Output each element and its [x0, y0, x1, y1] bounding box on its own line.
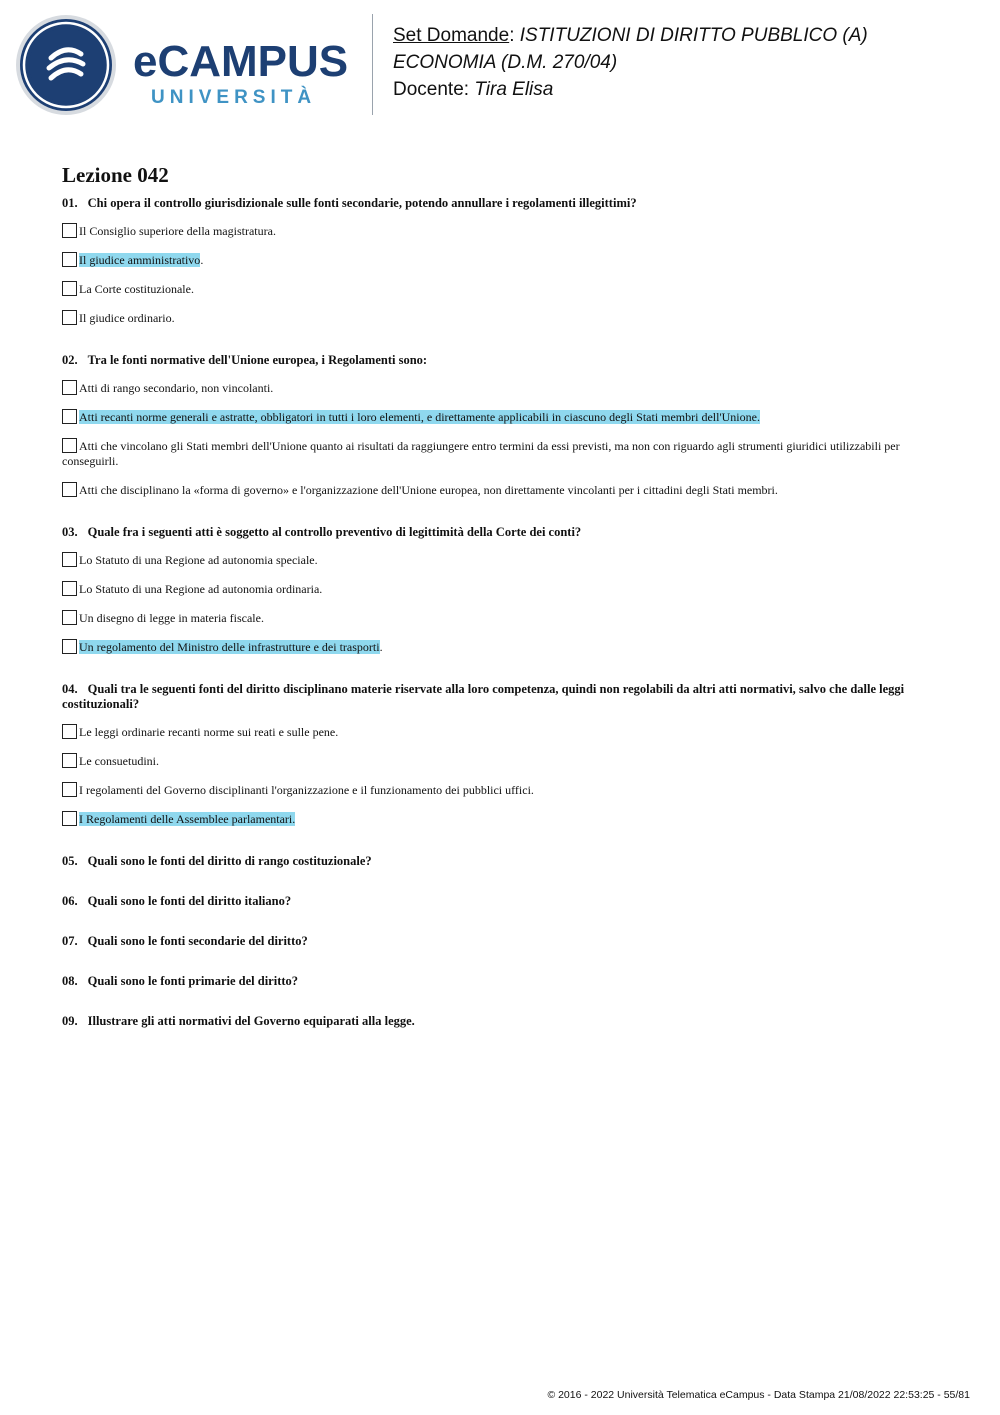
- open-question-block: [62, 1014, 942, 1029]
- question-number: 08.: [62, 974, 78, 988]
- answer-option: [62, 281, 942, 297]
- question-label: Quali sono le fonti del diritto italiano?: [87, 894, 292, 908]
- answer-text-highlighted: Il giudice amministrativo: [79, 253, 201, 267]
- page-header: [0, 0, 1000, 130]
- answer-option: [62, 610, 942, 626]
- question-text: [62, 934, 942, 949]
- answer-text: La Corte costituzionale.: [79, 282, 194, 296]
- question-text: [62, 894, 942, 909]
- answer-text-highlighted: Un regolamento del Ministro delle infrastrutture e dei trasporti: [79, 640, 380, 654]
- answer-checkbox[interactable]: [62, 724, 77, 739]
- answer-checkbox[interactable]: [62, 782, 77, 797]
- answer-checkbox[interactable]: [62, 639, 77, 654]
- question-text: [62, 682, 942, 712]
- teacher-name: Tira Elisa: [474, 79, 554, 100]
- question-text: [62, 974, 942, 989]
- course-title-line2: ECONOMIA (D.M. 270/04): [393, 52, 618, 73]
- answer-text: Le consuetudini.: [79, 754, 159, 768]
- answer-checkbox[interactable]: [62, 409, 77, 424]
- question-text: [62, 1014, 942, 1029]
- lesson-title: Lezione 042: [62, 163, 169, 187]
- answer-text: Il giudice ordinario.: [79, 311, 175, 325]
- question-label: Quali sono le fonti primarie del diritto?: [87, 974, 299, 988]
- course-info: Set Domande: ISTITUZIONI DI DIRITTO PUBBLICO (A) ECONOMIA (D.M. 270/04) Docente: Tira Elisa: [393, 25, 868, 100]
- question-block: [62, 353, 942, 498]
- answer-text: Lo Statuto di una Regione ad autonomia ordinaria.: [79, 582, 323, 596]
- answer-checkbox[interactable]: [62, 223, 77, 238]
- open-question-block: [62, 934, 942, 949]
- question-number: 05.: [62, 854, 78, 868]
- answer-option: [62, 380, 942, 396]
- set-label: Set Domande: [393, 25, 510, 46]
- answer-option: [62, 811, 942, 827]
- question-spacer: [62, 339, 942, 353]
- question-number: 03.: [62, 525, 78, 539]
- answer-text-tail: .: [379, 640, 383, 654]
- open-question-block: [62, 974, 942, 989]
- question-number: 09.: [62, 1014, 78, 1028]
- logo-brand-text: eCAMPUS: [133, 37, 349, 86]
- answer-text-highlighted: I Regolamenti delle Assemblee parlamentari.: [79, 812, 296, 826]
- question-label: Quale fra i seguenti atti è soggetto al controllo preventivo di legittimità della Corte dei conti?: [87, 525, 582, 539]
- question-text: [62, 196, 942, 211]
- answer-option: [62, 724, 942, 740]
- question-block: [62, 196, 942, 326]
- answer-text: Atti di rango secondario, non vincolanti.: [79, 381, 274, 395]
- question-number: 01.: [62, 196, 78, 210]
- question-block: [62, 525, 942, 655]
- answer-checkbox[interactable]: [62, 610, 77, 625]
- teacher-label: Docente:: [393, 79, 470, 100]
- question-spacer: [62, 668, 942, 682]
- answer-checkbox[interactable]: [62, 438, 77, 453]
- question-spacer: [62, 840, 942, 854]
- answer-option: [62, 438, 942, 469]
- course-title-line1: ISTITUZIONI DI DIRITTO PUBBLICO (A): [519, 25, 868, 46]
- answer-checkbox[interactable]: [62, 753, 77, 768]
- answer-text: Le leggi ordinarie recanti norme sui reati e sulle pene.: [79, 725, 339, 739]
- question-label: Quali sono le fonti del diritto di rango costituzionale?: [87, 854, 372, 868]
- answer-option: [62, 581, 942, 597]
- answer-option: [62, 252, 942, 268]
- answer-checkbox[interactable]: [62, 252, 77, 267]
- ecampus-wordmark: [133, 37, 349, 109]
- question-spacer: [62, 511, 942, 525]
- page-footer: © 2016 - 2022 Università Telematica eCampus - Data Stampa 21/08/2022 22:53:25 - 55/81: [547, 1389, 970, 1401]
- answer-option: [62, 482, 942, 498]
- answer-text: Atti che vincolano gli Stati membri dell'Unione quanto ai risultati da raggiungere entro termini da essi previsti, ma non con riguardo agli strumenti giuridici utilizzabili per conseguirli.: [62, 439, 900, 468]
- question-label: Chi opera il controllo giurisdizionale sulle fonti secondarie, potendo annullare i regolamenti illegittimi?: [87, 196, 637, 210]
- question-list: [62, 196, 942, 1054]
- question-text: [62, 353, 942, 368]
- answer-checkbox[interactable]: [62, 552, 77, 567]
- logo-sub-text: UNIVERSITÀ: [151, 87, 317, 108]
- answer-text: Lo Statuto di una Regione ad autonomia speciale.: [79, 553, 318, 567]
- answer-checkbox[interactable]: [62, 811, 77, 826]
- answer-checkbox[interactable]: [62, 581, 77, 596]
- question-label: Tra le fonti normative dell'Unione europea, i Regolamenti sono:: [87, 353, 428, 367]
- answer-text-highlighted: Atti recanti norme generali e astratte, obbligatori in tutti i loro elementi, e direttamente applicabili in ciascuno degli Stati membri dell'Unione.: [79, 410, 760, 424]
- answer-checkbox[interactable]: [62, 281, 77, 296]
- answer-text: I regolamenti del Governo disciplinanti l'organizzazione e il funzionamento dei pubblici uffici.: [79, 783, 534, 797]
- question-label: Illustrare gli atti normativi del Governo equiparati alla legge.: [87, 1014, 415, 1028]
- ecampus-seal-logo: [15, 14, 117, 116]
- question-number: 02.: [62, 353, 78, 367]
- question-text: [62, 854, 942, 869]
- answer-option: [62, 310, 942, 326]
- open-question-block: [62, 854, 942, 869]
- question-number: 07.: [62, 934, 78, 948]
- question-label: Quali sono le fonti secondarie del diritto?: [87, 934, 308, 948]
- question-block: [62, 682, 942, 827]
- answer-text: Un disegno di legge in materia fiscale.: [79, 611, 264, 625]
- question-number: 06.: [62, 894, 78, 908]
- answer-option: [62, 223, 942, 239]
- answer-option: [62, 782, 942, 798]
- answer-option: [62, 753, 942, 769]
- answer-text-tail: .: [200, 253, 204, 267]
- answer-checkbox[interactable]: [62, 310, 77, 325]
- answer-text: Il Consiglio superiore della magistratura.: [79, 224, 276, 238]
- answer-checkbox[interactable]: [62, 482, 77, 497]
- answer-checkbox[interactable]: [62, 380, 77, 395]
- open-question-block: [62, 894, 942, 909]
- header-divider: [372, 14, 373, 115]
- question-text: [62, 525, 942, 540]
- question-number: 04.: [62, 682, 78, 696]
- answer-text: Atti che disciplinano la «forma di governo» e l'organizzazione dell'Unione europea, non direttamente vincolanti per i cittadini degli Stati membri.: [79, 483, 778, 497]
- answer-option: [62, 639, 942, 655]
- question-label: Quali tra le seguenti fonti del diritto disciplinano materie riservate alla loro competenza, quindi non regolabili da altri atti normativi, salvo che dalle leggi costituzionali?: [62, 682, 905, 711]
- answer-option: [62, 409, 942, 425]
- answer-option: [62, 552, 942, 568]
